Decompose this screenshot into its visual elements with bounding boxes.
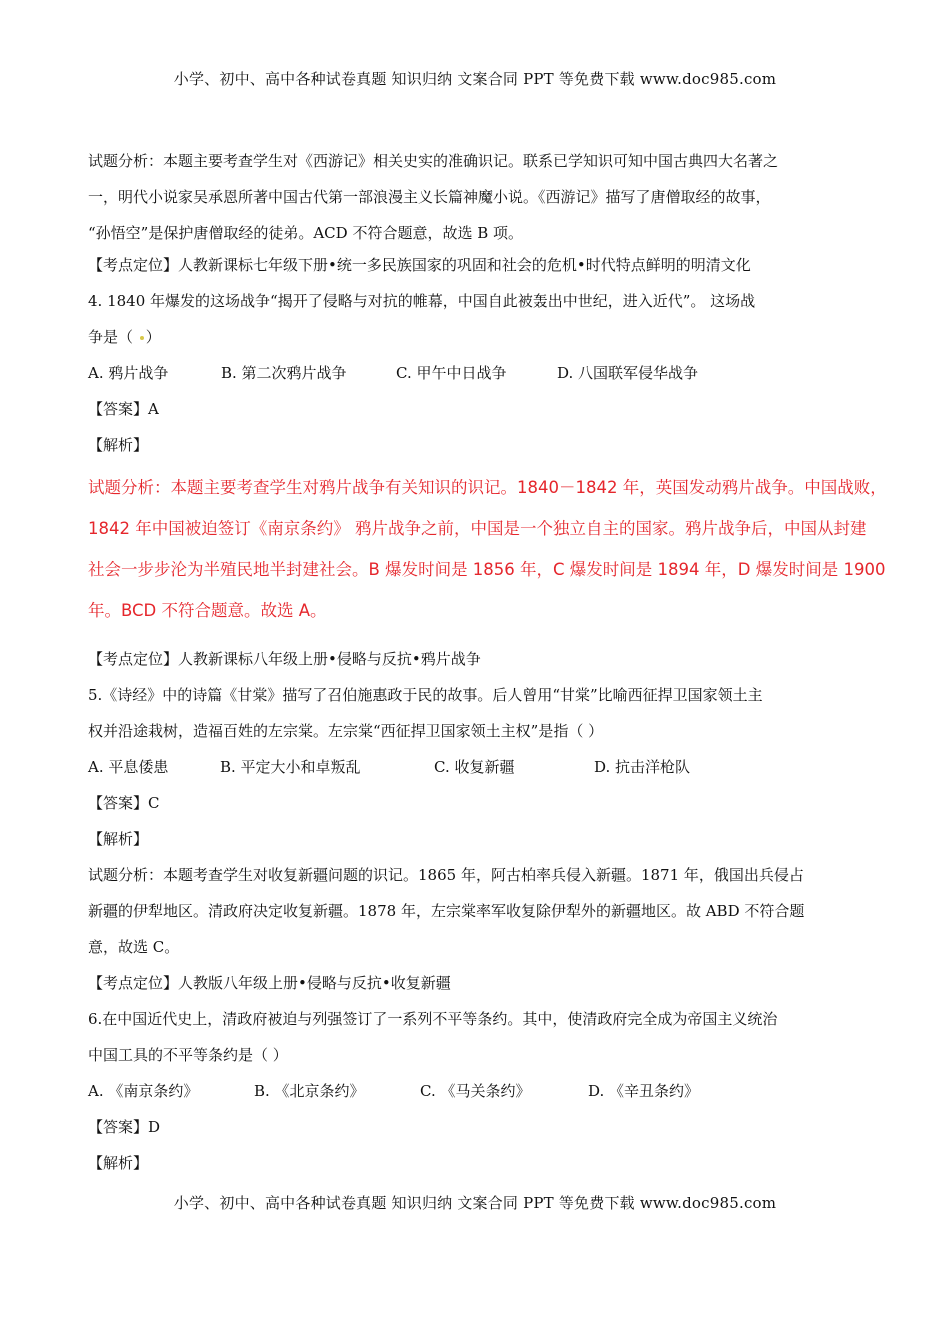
q4-stem-line1: 4. 1840 年爆发的这场战争“揭开了侵略与对抗的帷幕，中国自此被轰出中世纪，进入近代”。 这场战 [88,292,756,310]
q4-options [88,355,864,391]
q5-options [88,749,864,785]
q6-option-c: C. 《马关条约》 [420,1082,531,1100]
q3-analysis-line: 一，明代小说家吴承恩所著中国古代第一部浪漫主义长篇神魔小说。《西游记》描写了唐僧取经的故事， [88,188,771,206]
q6-option-a: A. 《南京条约》 [88,1082,199,1100]
q5-answer: 【答案】C [88,794,160,812]
q5-option-b: B. 平定大小和卓叛乱 [220,758,361,776]
q6-answer: 【答案】D [88,1118,161,1136]
q6-option-d: D. 《辛丑条约》 [588,1082,700,1100]
q4-option-b: B. 第二次鸦片战争 [221,364,347,382]
q5-option-c: C. 收复新疆 [434,758,515,776]
q5-option-d: D. 抗击洋枪队 [594,758,691,776]
q4-option-c: C. 甲午中日战争 [396,364,507,382]
q4-analysis-line: 1842 年中国被迫签订《南京条约》 鸦片战争之前，中国是一个独立自主的国家。鸦片战争后，中国从封建 [88,519,867,538]
document-body [88,143,887,1181]
q5-stem-line2: 权并沿途栽树，造福百姓的左宗棠。左宗棠“西征捍卫国家领土主权”是指（ ） [88,722,604,740]
q4-jiexi-label: 【解析】 [88,436,149,454]
q4-option-d: D. 八国联军侵华战争 [557,364,699,382]
q6-options [88,1073,864,1109]
page-footer: 小学、初中、高中各种试卷真题 知识归纳 文案合同 PPT 等免费下载 www.doc985.com [173,1194,777,1212]
q5-jiexi-label: 【解析】 [88,830,149,848]
q5-stem-line1: 5.《诗经》中的诗篇《甘棠》描写了召伯施惠政于民的故事。后人曾用“甘棠”比喻西征捍卫国家领土主 [88,686,763,704]
q4-stem-open: 争是（ [88,328,138,346]
q4-stem-line2 [88,319,864,355]
q4-answer: 【答案】A [88,400,159,418]
q4-stem-close: ） [145,328,161,346]
q6-stem-line1: 6.在中国近代史上，清政府被迫与列强签订了一系列不平等条约。其中，使清政府完全成为帝国主义统治 [88,1010,778,1028]
q4-analysis-line: 年。BCD 不符合题意。故选 A。 [88,601,327,620]
q5-analysis-line: 试题分析：本题考查学生对收复新疆问题的识记。1865 年，阿古柏率兵侵入新疆。1871 年，俄国出兵侵占 [88,866,804,884]
q4-analysis-line: 试题分析：本题主要考查学生对鸦片战争有关知识的识记。1840－1842 年，英国发动鸦片战争。中国战败， [88,478,887,497]
q6-option-b: B. 《北京条约》 [254,1082,365,1100]
q4-option-a: A. 鸦片战争 [88,364,169,382]
dot-mark-icon [140,336,144,340]
q3-kaodian: 【考点定位】人教新课标七年级下册•统一多民族国家的巩固和社会的危机•时代特点鲜明的明清文化 [88,256,751,274]
q5-analysis-line: 意，故选 C。 [88,938,180,956]
q3-analysis-line: “孙悟空”是保护唐僧取经的徒弟。ACD 不符合题意，故选 B 项。 [88,224,524,242]
page-header: 小学、初中、高中各种试卷真题 知识归纳 文案合同 PPT 等免费下载 www.doc985.com [173,70,777,88]
q5-kaodian: 【考点定位】人教版八年级上册•侵略与反抗•收复新疆 [88,974,451,992]
q5-option-a: A. 平息倭患 [88,758,169,776]
q6-stem-line2: 中国工具的不平等条约是（ ） [88,1046,288,1064]
q3-analysis-line: 试题分析：本题主要考查学生对《西游记》相关史实的准确识记。联系已学知识可知中国古典四大名著之 [88,152,779,170]
q4-analysis [88,467,887,631]
q5-analysis-line: 新疆的伊犁地区。清政府决定收复新疆。1878 年，左宗棠率军收复除伊犁外的新疆地区。故 ABD 不符合题 [88,902,805,920]
q4-kaodian: 【考点定位】人教新课标八年级上册•侵略与反抗•鸦片战争 [88,650,481,668]
q6-jiexi-label: 【解析】 [88,1154,149,1172]
q4-analysis-line: 社会一步步沦为半殖民地半封建社会。B 爆发时间是 1856 年，C 爆发时间是 1894 年，D 爆发时间是 1900 [88,560,886,579]
